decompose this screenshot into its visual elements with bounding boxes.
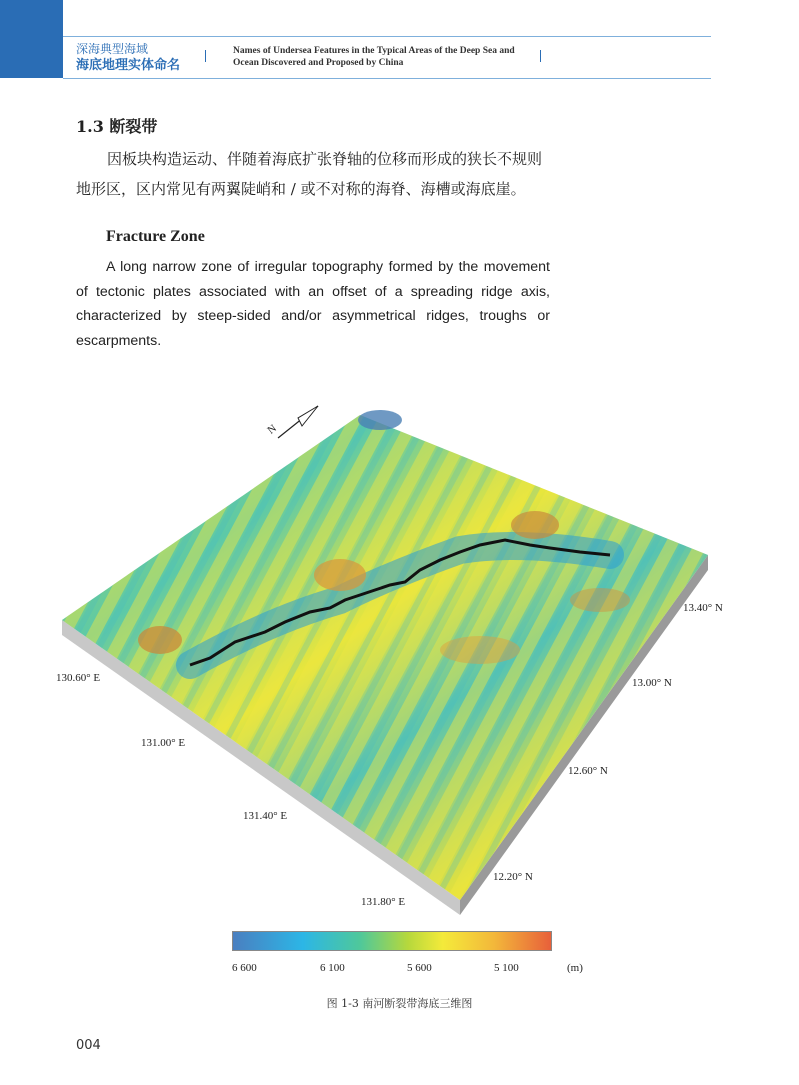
- section-title: 1.3 断裂带: [76, 117, 158, 136]
- header-separator: [540, 50, 541, 62]
- header-english-title: [233, 45, 533, 69]
- seamount: [138, 626, 182, 654]
- depth-colorbar: [232, 931, 552, 951]
- header-rule-top: [63, 36, 711, 37]
- english-definition: A long narrow zone of irregular topography formed by the movement of tectonic plates associated with an offset of a spreading ridge axis, characterized by steep-sided and/or asymmetrical ridges, troughs or escarpments.: [76, 259, 550, 349]
- north-label: N: [265, 422, 280, 437]
- header-cn-line1: 深海典型海域: [76, 42, 149, 56]
- header-en-line1: Names of Undersea Features in the Typical Areas of the Deep Sea and: [233, 46, 515, 56]
- header-en-line2: Ocean Discovered and Proposed by China: [233, 58, 404, 68]
- colorbar-label: 6 100: [320, 962, 345, 974]
- ridge-highlight: [440, 636, 520, 664]
- bathymetry-3d-figure: [40, 390, 760, 930]
- peak-top: [358, 410, 402, 430]
- lat-tick: 12.20° N: [493, 871, 533, 883]
- lat-tick: 13.00° N: [632, 677, 672, 689]
- page-number: 004: [76, 1038, 101, 1053]
- figure-caption: 图 1-3 南河断裂带海底三维图: [326, 997, 473, 1010]
- header-corner-block: [0, 0, 63, 78]
- colorbar-unit: (m): [567, 962, 583, 974]
- lon-tick: 131.40° E: [243, 810, 288, 822]
- terrain-ridges: [62, 415, 708, 900]
- lon-tick: 131.80° E: [361, 896, 406, 908]
- seamount: [314, 559, 366, 591]
- header-chinese-title: [76, 42, 180, 74]
- header-separator: [205, 50, 206, 62]
- chinese-definition: 因板块构造运动、伴随着海底扩张脊轴的位移而形成的狭长不规则地形区，区内常见有两翼陡峭和 / 或不对称的海脊、海槽或海底崖。: [76, 150, 543, 198]
- lat-tick: 13.40° N: [683, 602, 723, 614]
- lon-tick: 131.00° E: [141, 737, 186, 749]
- seamount: [511, 511, 559, 539]
- ridge-highlight: [570, 588, 630, 612]
- colorbar-label: 6 600: [232, 962, 257, 974]
- lat-tick: 12.60° N: [568, 765, 608, 777]
- english-title: Fracture Zone: [106, 228, 205, 245]
- colorbar-label: 5 600: [407, 962, 432, 974]
- header-cn-line2: 海底地理实体命名: [76, 58, 181, 73]
- colorbar-label: 5 100: [494, 962, 519, 974]
- north-arrow: [265, 406, 318, 438]
- lon-tick: 130.60° E: [56, 672, 101, 684]
- header-rule-bottom: [63, 78, 711, 79]
